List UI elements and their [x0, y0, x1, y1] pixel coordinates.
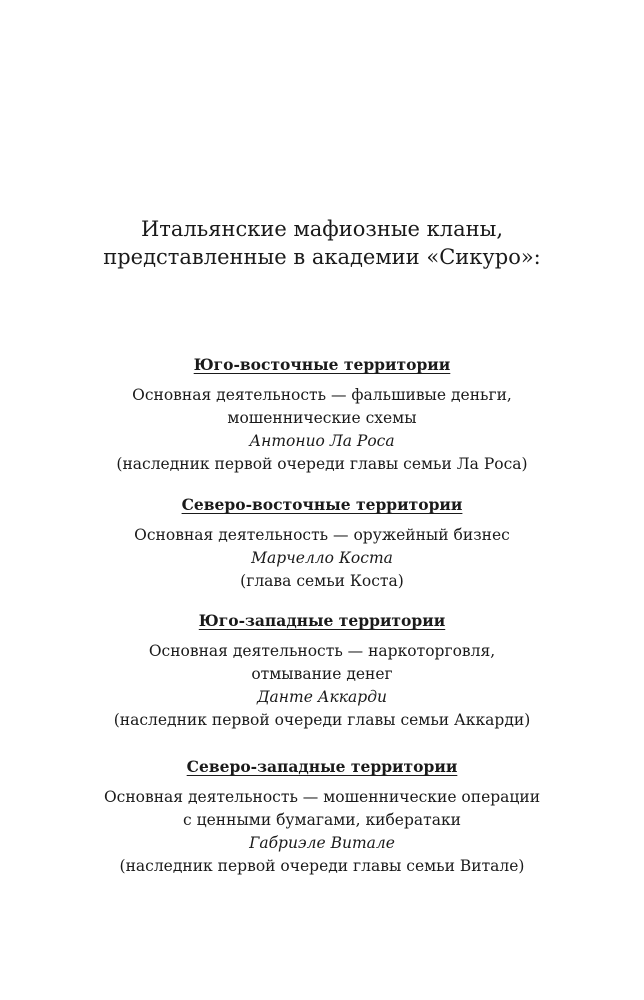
person-name: Данте Аккарди — [256, 688, 388, 706]
section-northeast-territories — [0, 494, 644, 593]
section-northwest-territories — [0, 756, 644, 878]
person-role: (глава семьи Коста) — [240, 572, 404, 590]
person-name: Габриэле Витале — [249, 834, 395, 852]
person-name: Антонио Ла Роса — [249, 432, 395, 450]
section-southeast-territories — [0, 354, 644, 476]
section-heading: Северо-западные территории — [186, 757, 458, 776]
person-role: (наследник первой очереди главы семьи Витале) — [119, 857, 525, 875]
title-line-1: Итальянские мафиозные кланы, — [140, 217, 504, 241]
activity-line: Основная деятельность — наркоторговля, — [148, 642, 496, 660]
person-name: Марчелло Коста — [251, 549, 393, 567]
activity-line: мошеннические схемы — [227, 409, 417, 427]
title-line-2: представленные в академии «Сикуро»: — [103, 245, 541, 269]
section-heading: Юго-западные территории — [198, 611, 446, 630]
person-role: (наследник первой очереди главы семьи Ла Роса) — [116, 455, 528, 473]
section-body — [0, 524, 644, 593]
page-title — [0, 215, 644, 271]
section-body — [0, 384, 644, 476]
activity-line: отмывание денег — [251, 665, 393, 683]
section-body — [0, 786, 644, 878]
section-southwest-territories — [0, 610, 644, 732]
person-role: (наследник первой очереди главы семьи Аккарди) — [113, 711, 531, 729]
section-heading: Северо-восточные территории — [181, 495, 463, 514]
section-body — [0, 640, 644, 732]
activity-line: Основная деятельность — фальшивые деньги, — [132, 386, 512, 404]
activity-line: Основная деятельность — оружейный бизнес — [134, 526, 510, 544]
activity-line: Основная деятельность — мошеннические операции — [103, 788, 541, 806]
activity-line: с ценными бумагами, кибератаки — [183, 811, 461, 829]
section-heading: Юго-восточные территории — [193, 355, 451, 374]
